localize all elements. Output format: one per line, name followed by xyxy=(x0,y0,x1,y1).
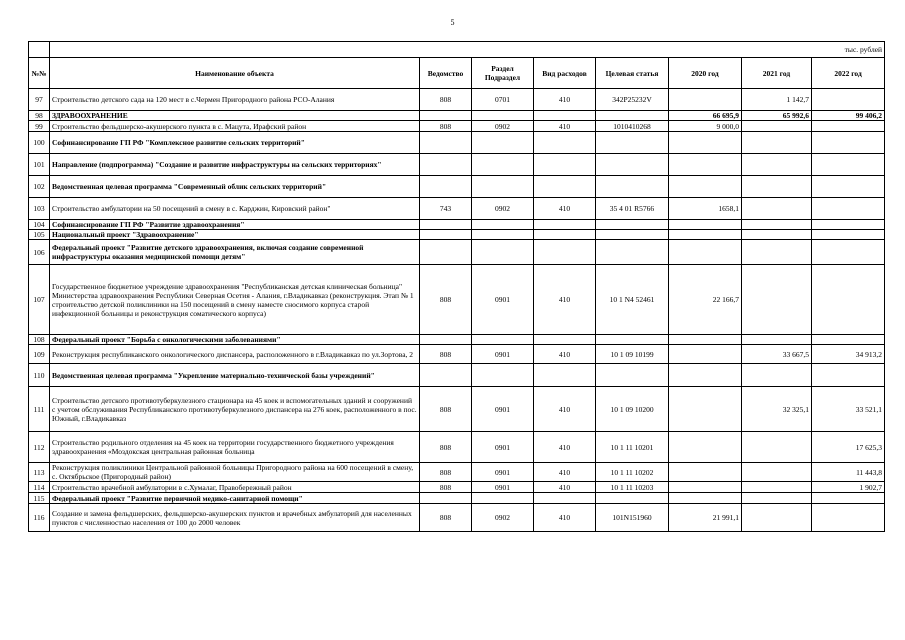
cell-y2021 xyxy=(742,493,812,504)
cell-num: 103 xyxy=(29,198,50,220)
cell-section xyxy=(472,154,534,176)
cell-expense: 410 xyxy=(534,121,596,132)
cell-expense xyxy=(534,220,596,230)
cell-dept: 808 xyxy=(420,265,472,335)
cell-y2021 xyxy=(742,230,812,240)
cell-dept: 808 xyxy=(420,89,472,111)
cell-y2021 xyxy=(742,121,812,132)
cell-y2022 xyxy=(812,121,885,132)
table-row xyxy=(29,482,885,493)
cell-dept: 743 xyxy=(420,198,472,220)
cell-expense xyxy=(534,364,596,387)
cell-target xyxy=(596,154,669,176)
cell-name: Направление (подпрограмма) "Создание и развитие инфраструктуры на сельских территориях" xyxy=(50,154,420,176)
cell-y2020 xyxy=(669,154,742,176)
cell-target: 10 1 09 10200 xyxy=(596,387,669,432)
cell-y2020 xyxy=(669,482,742,493)
table-row xyxy=(29,387,885,432)
cell-name: Софинансирование ГП РФ "Развитие здравоохранения" xyxy=(50,220,420,230)
cell-num: 112 xyxy=(29,432,50,463)
cell-target: 35 4 01 R5766 xyxy=(596,198,669,220)
header-expense: Вид расходов xyxy=(534,58,596,89)
cell-dept: 808 xyxy=(420,121,472,132)
cell-section: 0902 xyxy=(472,198,534,220)
cell-num: 99 xyxy=(29,121,50,132)
cell-section: 0701 xyxy=(472,89,534,111)
cell-target xyxy=(596,335,669,345)
cell-dept xyxy=(420,364,472,387)
header-target: Целевая статья xyxy=(596,58,669,89)
cell-section: 0901 xyxy=(472,345,534,364)
cell-y2020 xyxy=(669,240,742,265)
cell-section: 0901 xyxy=(472,482,534,493)
cell-num: 116 xyxy=(29,504,50,532)
cell-target: 10 1 11 10202 xyxy=(596,463,669,482)
cell-y2021 xyxy=(742,220,812,230)
cell-num: 104 xyxy=(29,220,50,230)
cell-dept xyxy=(420,230,472,240)
cell-num: 102 xyxy=(29,176,50,198)
cell-name: Государственное бюджетное учреждение здравоохранения "Республиканская детская клиническая больница" Министерства здравоохранения Республики Северная Осетия - Алания, г.Владикавказ (реконструкция. Этап № 1 строительство детской поликлиники на 150 посещений в смену наместе сносимого корпуса старой инфекционной больницы и реконструкция соматического корпуса) xyxy=(50,265,420,335)
cell-section xyxy=(472,230,534,240)
cell-name: Реконструкция республиканского онкологического диспансера, расположенного в г.Владикавказ по ул.Зортова, 2 xyxy=(50,345,420,364)
cell-num: 100 xyxy=(29,132,50,154)
header-num: №№ xyxy=(29,58,50,89)
table-row xyxy=(29,89,885,111)
cell-target: 10 1 N4 52461 xyxy=(596,265,669,335)
cell-name: Строительство детского противотуберкулезного стационара на 45 коек и вспомогательных зданий и сооружений с учетом обслуживания Республиканского противотуберкулезного диспансера на 276 коек, расположенного в пос. Южный, г.Владикавказ xyxy=(50,387,420,432)
cell-target xyxy=(596,176,669,198)
cell-y2022: 1 902,7 xyxy=(812,482,885,493)
cell-y2021 xyxy=(742,335,812,345)
cell-y2020: 22 166,7 xyxy=(669,265,742,335)
cell-y2021 xyxy=(742,265,812,335)
cell-y2021 xyxy=(742,504,812,532)
cell-name: Федеральный проект "Развитие первичной медико-санитарной помощи" xyxy=(50,493,420,504)
cell-name: Строительство фельдшерско-акушерского пункта в с. Мацута, Ирафский район xyxy=(50,121,420,132)
cell-y2022 xyxy=(812,198,885,220)
cell-expense: 410 xyxy=(534,482,596,493)
cell-target: 10 1 11 10203 xyxy=(596,482,669,493)
cell-expense: 410 xyxy=(534,198,596,220)
cell-y2021: 65 992,6 xyxy=(742,111,812,121)
cell-dept xyxy=(420,176,472,198)
cell-target xyxy=(596,111,669,121)
cell-name: Строительство амбулатории на 50 посещений в смену в с. Карджин, Кировский район" xyxy=(50,198,420,220)
cell-expense xyxy=(534,335,596,345)
cell-section: 0901 xyxy=(472,387,534,432)
cell-dept xyxy=(420,240,472,265)
cell-name: Ведомственная целевая программа "Современный облик сельских территорий" xyxy=(50,176,420,198)
cell-y2022: 33 521,1 xyxy=(812,387,885,432)
cell-expense: 410 xyxy=(534,504,596,532)
cell-y2020 xyxy=(669,335,742,345)
cell-y2020 xyxy=(669,89,742,111)
cell-y2020 xyxy=(669,230,742,240)
cell-dept xyxy=(420,132,472,154)
table-row xyxy=(29,265,885,335)
cell-target xyxy=(596,364,669,387)
cell-target: 10 1 11 10201 xyxy=(596,432,669,463)
cell-y2022: 34 913,2 xyxy=(812,345,885,364)
cell-name: Ведомственная целевая программа "Укрепление материально-технической базы учреждений" xyxy=(50,364,420,387)
cell-y2021 xyxy=(742,154,812,176)
cell-section: 0901 xyxy=(472,265,534,335)
cell-y2022 xyxy=(812,154,885,176)
cell-num: 101 xyxy=(29,154,50,176)
cell-section: 0901 xyxy=(472,432,534,463)
cell-expense: 410 xyxy=(534,463,596,482)
cell-y2022: 11 443,8 xyxy=(812,463,885,482)
cell-name: ЗДРАВООХРАНЕНИЕ xyxy=(50,111,420,121)
cell-name: Реконструкция поликлиники Центральной районной больницы Пригородного района на 600 посещений в смену, с. Октябрьское (Пригородный район) xyxy=(50,463,420,482)
table-row xyxy=(29,504,885,532)
header-dept: Ведомство xyxy=(420,58,472,89)
table-row xyxy=(29,198,885,220)
cell-num: 114 xyxy=(29,482,50,493)
cell-name: Федеральный проект "Борьба с онкологическими заболеваниями" xyxy=(50,335,420,345)
header-2020: 2020 год xyxy=(669,58,742,89)
table-row xyxy=(29,364,885,387)
cell-dept: 808 xyxy=(420,345,472,364)
cell-y2021: 33 667,5 xyxy=(742,345,812,364)
cell-target xyxy=(596,240,669,265)
cell-dept xyxy=(420,493,472,504)
table-row xyxy=(29,220,885,230)
cell-expense xyxy=(534,176,596,198)
cell-num: 98 xyxy=(29,111,50,121)
cell-y2022 xyxy=(812,240,885,265)
cell-y2022: 17 625,3 xyxy=(812,432,885,463)
units-spacer xyxy=(29,42,50,58)
cell-dept: 808 xyxy=(420,482,472,493)
cell-name: Создание и замена фельдшерских, фельдшерско-акушерских пунктов и врачебных амбулаторий для населенных пунктов с численностью населения от 100 до 2000 человек xyxy=(50,504,420,532)
cell-y2020 xyxy=(669,364,742,387)
cell-dept: 808 xyxy=(420,504,472,532)
table-row xyxy=(29,154,885,176)
header-section: Раздел Подраздел xyxy=(472,58,534,89)
cell-num: 109 xyxy=(29,345,50,364)
cell-target xyxy=(596,132,669,154)
cell-dept: 808 xyxy=(420,432,472,463)
cell-section xyxy=(472,240,534,265)
cell-y2021: 1 142,7 xyxy=(742,89,812,111)
header-2021: 2021 год xyxy=(742,58,812,89)
cell-y2022 xyxy=(812,230,885,240)
cell-name: Строительство врачебной амбулатории в с.Хумалаг, Правобережный район xyxy=(50,482,420,493)
table-row xyxy=(29,111,885,121)
table-row xyxy=(29,132,885,154)
cell-target xyxy=(596,493,669,504)
cell-y2022 xyxy=(812,132,885,154)
cell-section xyxy=(472,111,534,121)
cell-y2020 xyxy=(669,176,742,198)
cell-expense: 410 xyxy=(534,345,596,364)
cell-y2021 xyxy=(742,364,812,387)
cell-name: Национальный проект "Здравоохранение" xyxy=(50,230,420,240)
cell-y2020: 1658,1 xyxy=(669,198,742,220)
units-row xyxy=(29,42,885,58)
cell-expense: 410 xyxy=(534,265,596,335)
cell-num: 108 xyxy=(29,335,50,345)
cell-expense xyxy=(534,111,596,121)
cell-num: 106 xyxy=(29,240,50,265)
cell-expense: 410 xyxy=(534,432,596,463)
cell-y2020 xyxy=(669,432,742,463)
cell-expense: 410 xyxy=(534,387,596,432)
cell-dept: 808 xyxy=(420,387,472,432)
header-row xyxy=(29,58,885,89)
cell-expense xyxy=(534,230,596,240)
cell-y2020: 9 000,0 xyxy=(669,121,742,132)
cell-y2020 xyxy=(669,463,742,482)
cell-dept xyxy=(420,335,472,345)
cell-dept xyxy=(420,220,472,230)
cell-num: 97 xyxy=(29,89,50,111)
header-2022: 2022 год xyxy=(812,58,885,89)
cell-section xyxy=(472,176,534,198)
cell-target xyxy=(596,220,669,230)
table-row xyxy=(29,230,885,240)
cell-expense xyxy=(534,154,596,176)
table-row xyxy=(29,176,885,198)
cell-section: 0901 xyxy=(472,463,534,482)
cell-y2021: 32 325,1 xyxy=(742,387,812,432)
cell-y2022 xyxy=(812,265,885,335)
cell-dept xyxy=(420,154,472,176)
cell-expense xyxy=(534,240,596,265)
cell-num: 115 xyxy=(29,493,50,504)
page-number: 5 xyxy=(450,18,455,27)
cell-target: 101N151960 xyxy=(596,504,669,532)
cell-section xyxy=(472,132,534,154)
cell-y2020: 66 695,9 xyxy=(669,111,742,121)
cell-expense: 410 xyxy=(534,89,596,111)
cell-y2021 xyxy=(742,132,812,154)
cell-y2022 xyxy=(812,504,885,532)
cell-num: 110 xyxy=(29,364,50,387)
cell-y2020 xyxy=(669,220,742,230)
cell-y2022 xyxy=(812,220,885,230)
cell-target: 1010410268 xyxy=(596,121,669,132)
cell-num: 113 xyxy=(29,463,50,482)
cell-section xyxy=(472,364,534,387)
cell-y2020 xyxy=(669,387,742,432)
cell-y2021 xyxy=(742,432,812,463)
cell-name: Строительство детского сада на 120 мест в с.Чермен Пригородного района РСО-Алания xyxy=(50,89,420,111)
cell-num: 111 xyxy=(29,387,50,432)
cell-expense xyxy=(534,132,596,154)
cell-y2022 xyxy=(812,176,885,198)
cell-section xyxy=(472,335,534,345)
cell-section: 0902 xyxy=(472,504,534,532)
cell-y2022 xyxy=(812,493,885,504)
cell-target xyxy=(596,230,669,240)
table-row xyxy=(29,493,885,504)
cell-section: 0902 xyxy=(472,121,534,132)
table-row xyxy=(29,432,885,463)
cell-y2020 xyxy=(669,132,742,154)
table-row xyxy=(29,121,885,132)
cell-name: Федеральный проект "Развитие детского здравоохранения, включая создание современной инфраструктуры оказания медицинской помощи детям" xyxy=(50,240,420,265)
cell-y2021 xyxy=(742,482,812,493)
cell-num: 105 xyxy=(29,230,50,240)
cell-target: 342P25232V xyxy=(596,89,669,111)
header-name: Наименование объекта xyxy=(50,58,420,89)
cell-y2020: 21 991,1 xyxy=(669,504,742,532)
cell-dept xyxy=(420,111,472,121)
cell-name: Строительство родильного отделения на 45 коек на территории государственного бюджетного учреждения здравоохранения «Моздокская центральная районная больница xyxy=(50,432,420,463)
cell-section xyxy=(472,493,534,504)
table-body xyxy=(29,89,885,532)
cell-y2022: 99 406,2 xyxy=(812,111,885,121)
table-row xyxy=(29,335,885,345)
cell-y2022 xyxy=(812,89,885,111)
cell-target: 10 1 09 10199 xyxy=(596,345,669,364)
cell-y2022 xyxy=(812,335,885,345)
cell-y2020 xyxy=(669,345,742,364)
cell-y2021 xyxy=(742,176,812,198)
table-row xyxy=(29,463,885,482)
cell-y2021 xyxy=(742,198,812,220)
cell-expense xyxy=(534,493,596,504)
cell-y2021 xyxy=(742,463,812,482)
table-row xyxy=(29,345,885,364)
cell-section xyxy=(472,220,534,230)
cell-y2020 xyxy=(669,493,742,504)
cell-dept: 808 xyxy=(420,463,472,482)
table-row xyxy=(29,240,885,265)
cell-y2022 xyxy=(812,364,885,387)
cell-name: Софинансирование ГП РФ "Комплексное развитие сельских территорий" xyxy=(50,132,420,154)
units-label: тыс. рублей xyxy=(50,42,885,58)
cell-num: 107 xyxy=(29,265,50,335)
cell-y2021 xyxy=(742,240,812,265)
budget-table xyxy=(28,41,885,532)
